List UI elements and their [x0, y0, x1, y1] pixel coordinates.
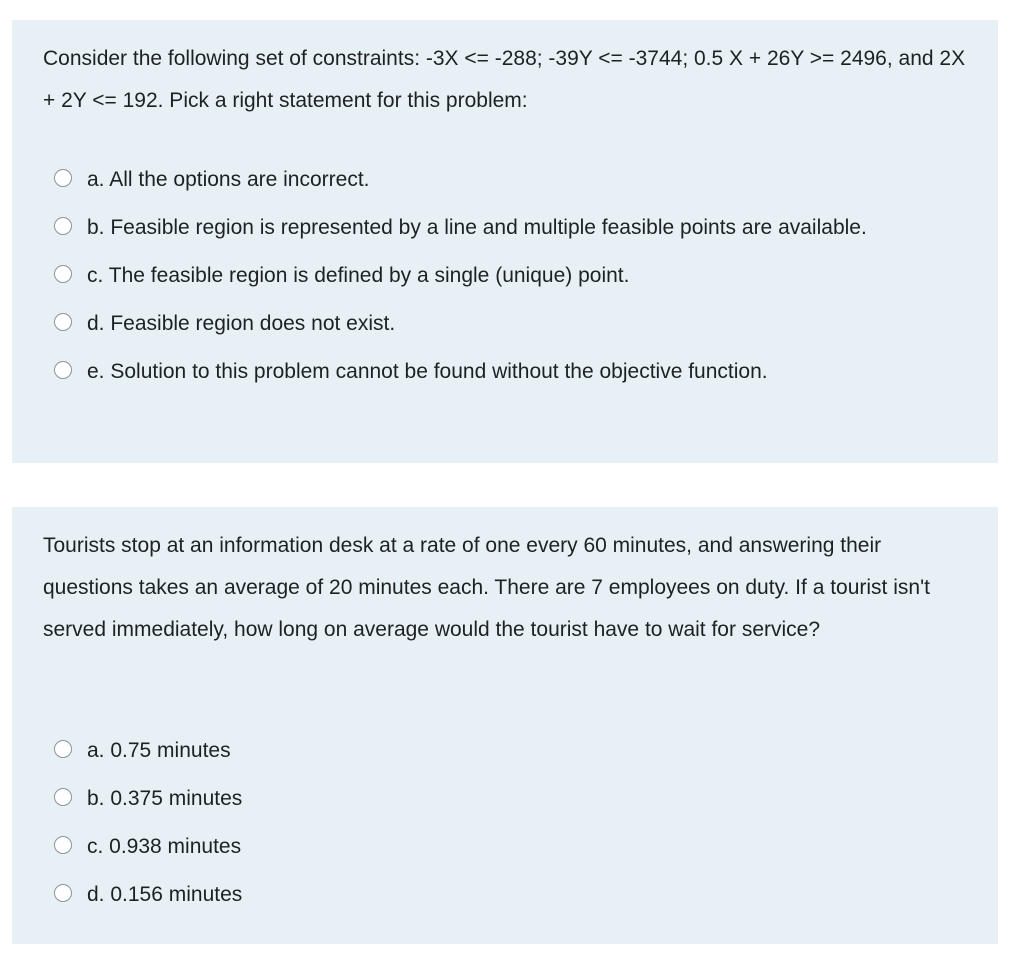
answer-options — [54, 159, 954, 399]
radio-button[interactable] — [54, 884, 72, 902]
option-label: a. All the options are incorrect. — [87, 168, 370, 191]
option-d[interactable] — [54, 303, 954, 345]
radio-button[interactable] — [54, 313, 72, 331]
radio-button[interactable] — [54, 265, 72, 283]
option-label: d. Feasible region does not exist. — [87, 312, 396, 335]
radio-button[interactable] — [54, 788, 72, 806]
answer-options — [54, 730, 954, 922]
option-label: e. Solution to this problem cannot be found without the objective function. — [87, 360, 768, 383]
radio-button[interactable] — [54, 836, 72, 854]
option-label: d. 0.156 minutes — [87, 883, 243, 906]
radio-button[interactable] — [54, 217, 72, 235]
question-card-2 — [12, 507, 998, 944]
option-e[interactable] — [54, 351, 954, 393]
option-b[interactable] — [54, 778, 954, 820]
option-d[interactable] — [54, 874, 954, 916]
option-a[interactable] — [54, 159, 954, 201]
option-label: b. Feasible region is represented by a line and multiple feasible points are available. — [87, 216, 867, 239]
option-c[interactable] — [54, 255, 954, 297]
question-text: Tourists stop at an information desk at a rate of one every 60 minutes, and answering their questions takes an average of 20 minutes each. There are 7 employees on duty. If a tourist isn't served immediately, how long on average would the tourist have to wait for service? — [43, 534, 930, 641]
question-text: Consider the following set of constraints: -3X <= -288; -39Y <= -3744; 0.5 X + 26Y >= 2496, and 2X + 2Y <= 192. Pick a right statement for this problem: — [43, 47, 966, 112]
question-card-1 — [12, 20, 998, 463]
option-c[interactable] — [54, 826, 954, 868]
radio-button[interactable] — [54, 169, 72, 187]
radio-button[interactable] — [54, 361, 72, 379]
option-a[interactable] — [54, 730, 954, 772]
option-label: b. 0.375 minutes — [87, 787, 243, 810]
option-label: c. The feasible region is defined by a single (unique) point. — [87, 264, 630, 287]
option-label: c. 0.938 minutes — [87, 835, 242, 858]
radio-button[interactable] — [54, 740, 72, 758]
option-label: a. 0.75 minutes — [87, 739, 231, 762]
option-b[interactable] — [54, 207, 954, 249]
